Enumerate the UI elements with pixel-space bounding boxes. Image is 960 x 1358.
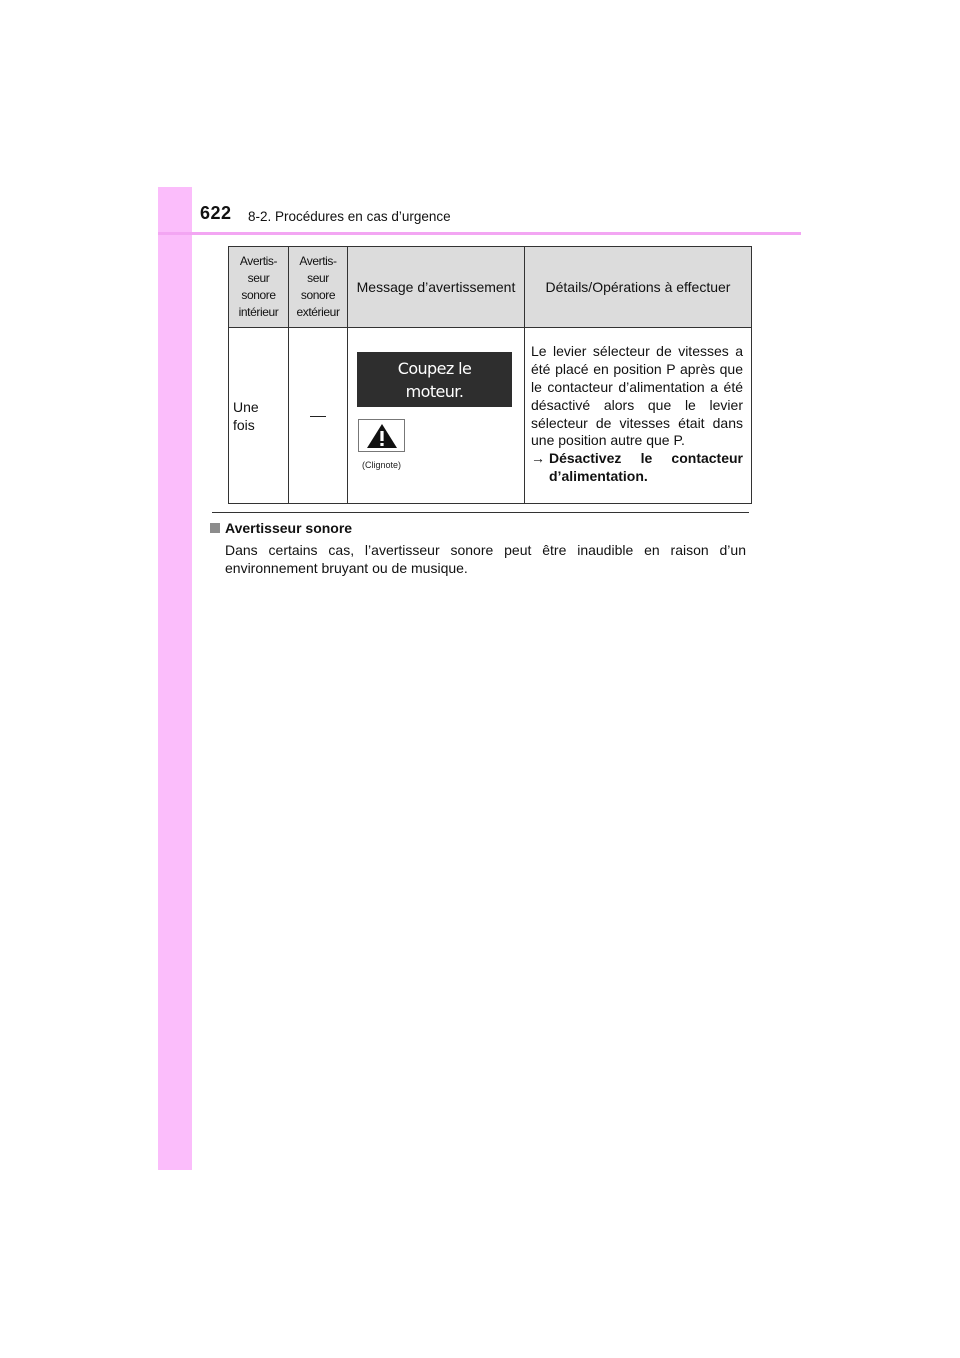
note-title: Avertisseur sonore bbox=[225, 520, 353, 536]
exterior-buzzer-value bbox=[310, 416, 326, 417]
section-title: 8-2. Procédures en cas d’urgence bbox=[248, 209, 451, 224]
message-line-1: Coupez le bbox=[397, 359, 472, 378]
col-interior-buzzer: Avertis- seur sonore intérieur bbox=[229, 247, 289, 328]
interior-buzzer-value: Une fois bbox=[233, 398, 259, 433]
side-tab-strip bbox=[158, 187, 192, 1170]
note-heading bbox=[210, 520, 352, 536]
action-text: Désactivez le contacteur d’alimentation. bbox=[549, 450, 743, 484]
details-cell bbox=[525, 328, 752, 504]
arrow-icon: → bbox=[531, 450, 545, 467]
table-header-row bbox=[229, 247, 752, 328]
col-warning-message: Message d’avertissement bbox=[348, 247, 525, 328]
icon-caption: (Clignote) bbox=[362, 460, 402, 470]
message-screen bbox=[357, 352, 512, 407]
warning-message-cell bbox=[348, 328, 525, 504]
interior-buzzer-cell bbox=[229, 328, 289, 504]
warning-triangle-icon bbox=[358, 419, 405, 452]
details-text: Le levier sélecteur de vitesses a été placé en position P après que le contacteur d’alimentation a été désactivé alors que le levier sélecteur de vitesses était dans une position autre que P. bbox=[531, 343, 743, 449]
note-body: Dans certains cas, l’avertisseur sonore peut être inaudible en raison d’un environnement bruyant ou de musique. bbox=[225, 542, 746, 576]
square-bullet-icon bbox=[210, 523, 220, 533]
action-line bbox=[531, 450, 743, 486]
table-row bbox=[229, 328, 752, 504]
col-details: Détails/Opérations à effectuer bbox=[525, 247, 752, 328]
header-rule bbox=[158, 232, 801, 235]
col-exterior-buzzer: Avertis- seur sonore extérieur bbox=[289, 247, 348, 328]
exterior-buzzer-cell bbox=[289, 328, 348, 504]
message-line-2: moteur. bbox=[405, 382, 464, 401]
warning-table bbox=[228, 246, 752, 504]
page-number: 622 bbox=[200, 203, 232, 223]
section-divider bbox=[212, 512, 749, 513]
